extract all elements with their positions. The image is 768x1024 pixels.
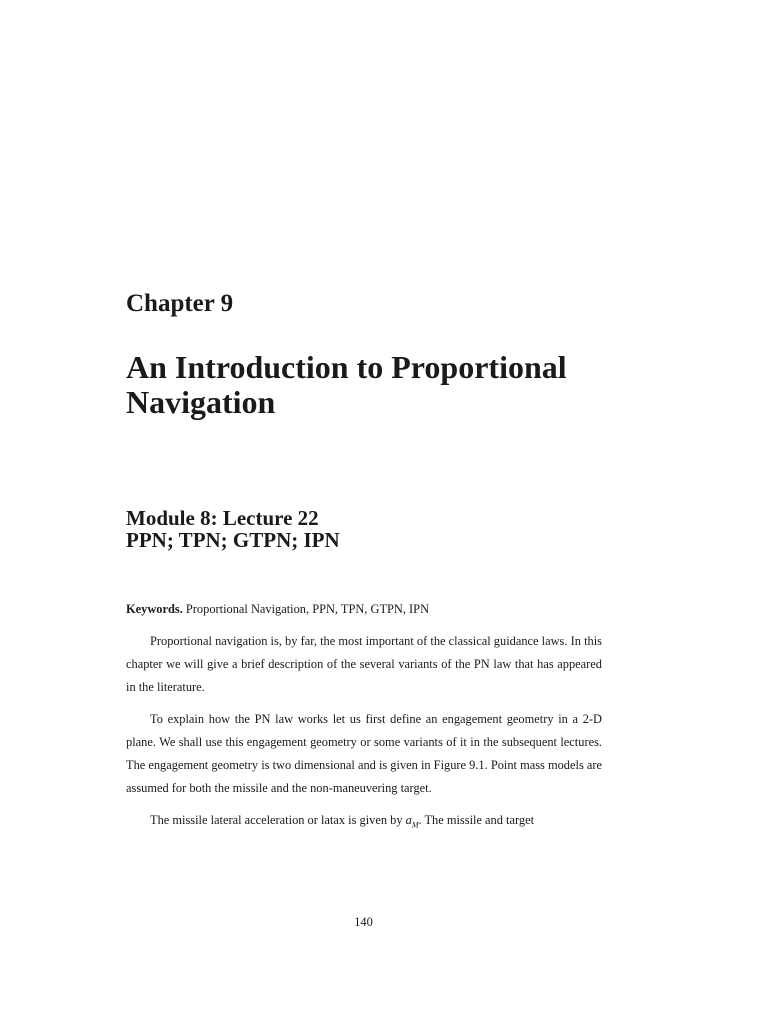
paragraph-2: To explain how the PN law works let us first define an engagement geometry in a 2-D plane. We shall use this engagement geometry or some variants of it in the subsequent lectures. The engagement geometry is two dimensional and is given in Figure 9.1. Point mass models are assumed for both the missile and the non-maneuvering target. [126, 712, 602, 795]
keywords-text: Proportional Navigation, PPN, TPN, GTPN, IPN [185, 602, 430, 616]
paragraph-3-text-before: The missile lateral acceleration or latax is given by [150, 813, 406, 827]
keywords-paragraph [126, 598, 602, 621]
math-variable: a [405, 813, 412, 827]
missile-latax-symbol [405, 813, 419, 830]
module-line-2: PPN; TPN; GTPN; IPN [126, 528, 340, 552]
chapter-title: An Introduction to Proportional Navigation [126, 349, 567, 420]
module-line-1: Module 8: Lecture 22 [126, 506, 319, 530]
chapter-label: Chapter 9 [126, 290, 234, 317]
paragraph-3-text-after: . The missile and target [418, 813, 535, 827]
math-subscript: M [411, 820, 419, 830]
paragraph-1: Proportional navigation is, by far, the most important of the classical guidance laws. In this chapter we will give a brief description of the several variants of the PN law that has appeared in the literature. [126, 634, 602, 694]
body-text [126, 598, 602, 845]
keywords-label: Keywords. [126, 602, 183, 616]
page-number: 140 [354, 915, 373, 929]
module-heading [126, 507, 340, 551]
paragraph-3 [126, 809, 602, 836]
